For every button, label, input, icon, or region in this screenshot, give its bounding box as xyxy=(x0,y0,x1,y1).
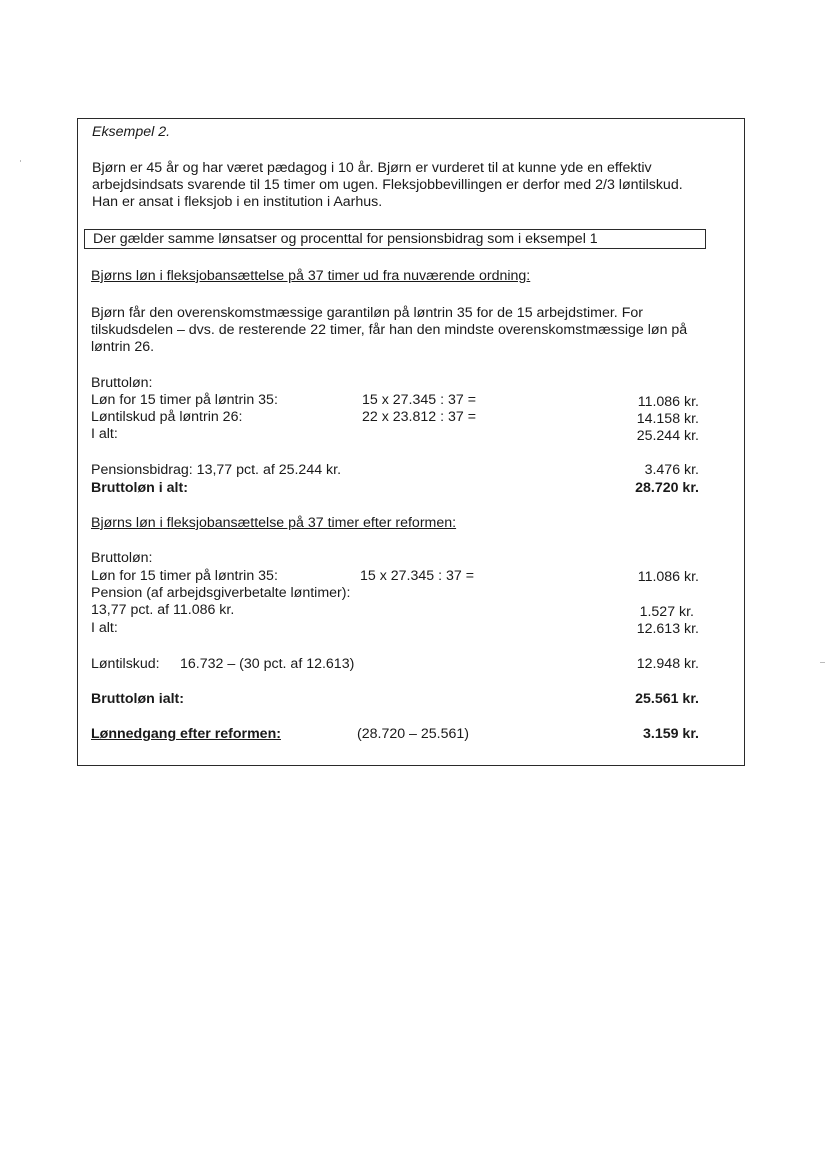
intro-line-3: Han er ansat i fleksjob i en institution i Aarhus. xyxy=(92,194,383,210)
section2-decline-amount: 3.159 kr. xyxy=(642,726,699,742)
intro-line-2: arbejdsindsats svarende til 15 timer om ugen. Fleksjobbevillingen er derfor med 2/3 løntilskud. xyxy=(92,177,683,193)
section1-pension-label: Pensionsbidrag: 13,77 pct. af 25.244 kr. xyxy=(91,462,342,478)
section2-subtotal-amount: 12.613 kr. xyxy=(636,621,699,637)
section1-total-amount: 28.720 kr. xyxy=(635,480,699,496)
section1-row3-amount: 25.244 kr. xyxy=(636,428,699,444)
note-box xyxy=(84,229,706,249)
section2-pension-calc-label: 13,77 pct. af 11.086 kr. xyxy=(91,602,235,618)
section2-subtotal-label: I alt: xyxy=(91,620,118,636)
section2-subsidy-amount: 12.948 kr. xyxy=(636,656,699,672)
section2-heading: Bjørns løn i fleksjobansættelse på 37 timer efter reformen: xyxy=(91,515,457,531)
example-title: Eksempel 2. xyxy=(92,124,171,140)
section2-pension-amount: 1.527 kr. xyxy=(639,604,694,620)
section2-decline-label: Lønnedgang efter reformen: xyxy=(91,726,281,742)
section1-heading: Bjørns løn i fleksjobansættelse på 37 timer ud fra nuværende ordning: xyxy=(91,268,531,284)
section1-gross-label: Bruttoløn: xyxy=(91,375,153,391)
section1-row2-amount: 14.158 kr. xyxy=(636,411,699,427)
section2-decline-calc: (28.720 – 25.561) xyxy=(357,726,470,742)
section2-wage-calc: 15 x 27.345 : 37 = xyxy=(360,568,474,584)
section1-total-label: Bruttoløn i alt: xyxy=(91,480,188,496)
section1-row2-label: Løntilskud på løntrin 26: xyxy=(91,409,243,425)
section2-wage-amount: 11.086 kr. xyxy=(637,569,699,585)
section1-row2-calc: 22 x 23.812 : 37 = xyxy=(362,409,476,425)
section1-row3-label: I alt: xyxy=(91,426,118,442)
section2-gross-label: Bruttoløn: xyxy=(91,550,153,566)
section1-para-line-1: Bjørn får den overenskomstmæssige garantiløn på løntrin 35 for de 15 arbejdstimer. For xyxy=(91,305,643,321)
note-text: Der gælder samme lønsatser og procenttal for pensionsbidrag som i eksempel 1 xyxy=(93,231,598,247)
section2-subsidy-calc: 16.732 – (30 pct. af 12.613) xyxy=(180,656,355,672)
section2-subsidy-label: Løntilskud: xyxy=(91,656,160,672)
section1-para-line-3: løntrin 26. xyxy=(91,339,155,355)
scan-mark xyxy=(20,160,21,162)
section1-pension-amount: 3.476 kr. xyxy=(644,462,699,478)
section2-pension-label: Pension (af arbejdsgiverbetalte løntimer): xyxy=(91,585,351,601)
section1-para-line-2: tilskudsdelen – dvs. de resterende 22 timer, får han den mindste overenskomstmæssige løn på xyxy=(91,322,688,338)
scan-mark xyxy=(820,662,825,663)
section1-row1-calc: 15 x 27.345 : 37 = xyxy=(362,392,476,408)
intro-line-1: Bjørn er 45 år og har været pædagog i 10 år. Bjørn er vurderet til at kunne yde en effektiv xyxy=(92,160,652,176)
section1-row1-amount: 11.086 kr. xyxy=(637,394,699,410)
section2-wage-label: Løn for 15 timer på løntrin 35: xyxy=(91,568,278,584)
section1-row1-label: Løn for 15 timer på løntrin 35: xyxy=(91,392,278,408)
section2-total-label: Bruttoløn ialt: xyxy=(91,691,184,707)
section2-total-amount: 25.561 kr. xyxy=(635,691,699,707)
